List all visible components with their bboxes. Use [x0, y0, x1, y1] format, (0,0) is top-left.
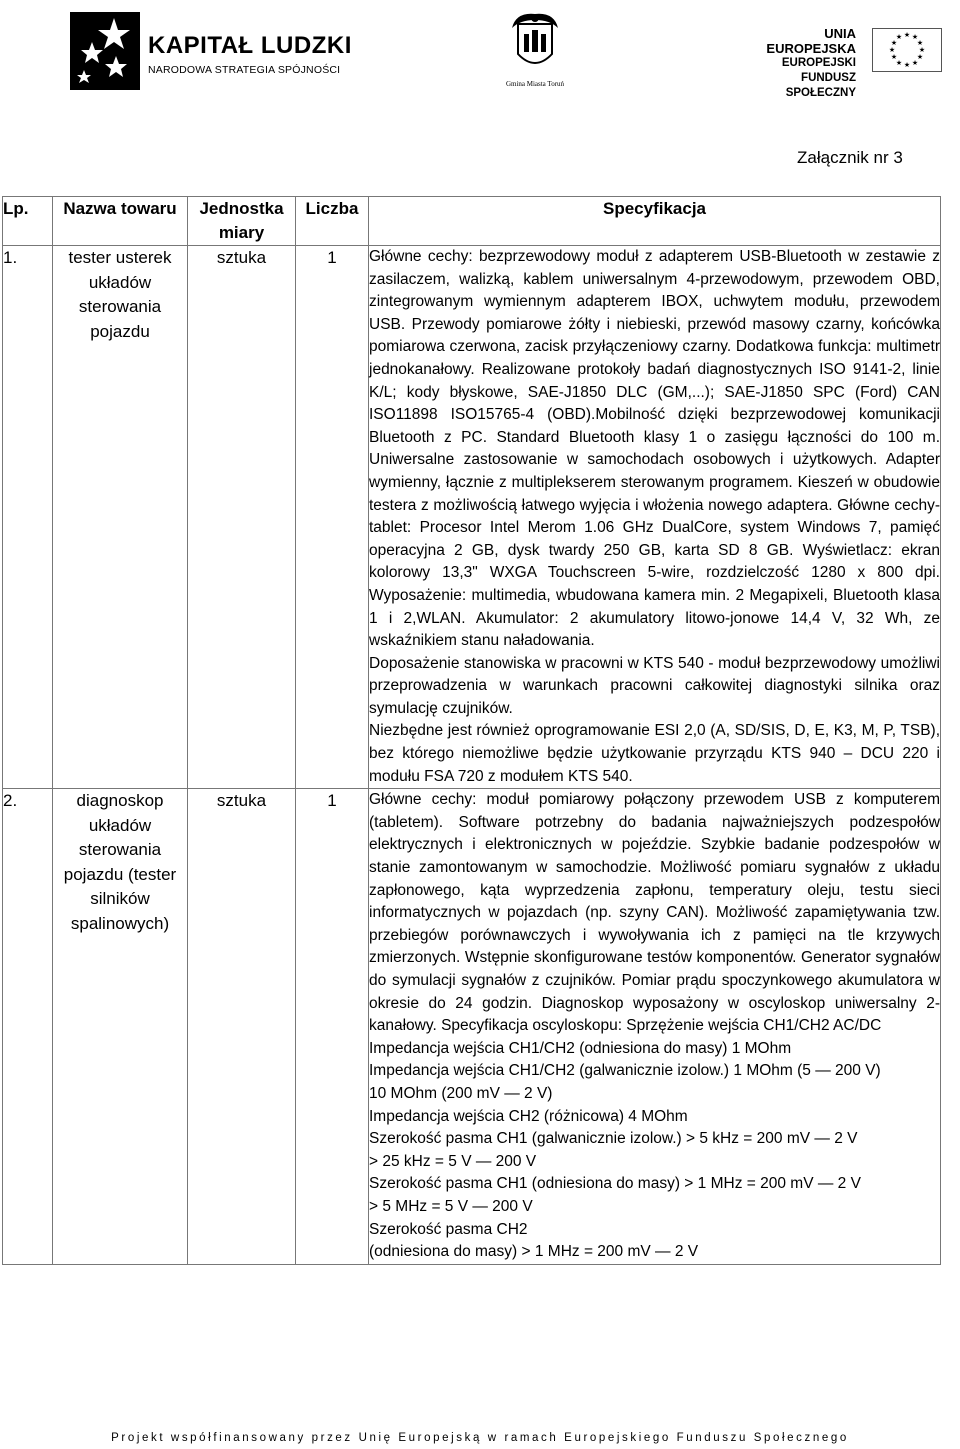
svg-text:★: ★ [895, 59, 903, 67]
svg-text:★: ★ [911, 33, 919, 41]
header-qty: Liczba [296, 197, 369, 246]
annex-label: Załącznik nr 3 [797, 148, 903, 167]
header-name: Nazwa towaru [53, 197, 188, 246]
svg-text:★: ★ [888, 46, 896, 54]
torun-coat-of-arms [506, 10, 564, 92]
eu-line-2: EUROPEJSKI [781, 57, 856, 69]
spec-paragraph: Impedancja wejścia CH1/CH2 (galwanicznie izolow.) 1 MOhm (5 — 200 V) [369, 1062, 881, 1080]
spec-paragraph: Szerokość pasma CH2 [369, 1220, 528, 1238]
row-lp: 2. [3, 789, 53, 1264]
kapital-ludzki-logo [70, 12, 370, 92]
spec-paragraph: Szerokość pasma CH1 (odniesiona do masy) > 1 MHz = 200 mV — 2 V [369, 1175, 861, 1193]
svg-text:★: ★ [890, 53, 898, 61]
header-unit: Jednostka miary [188, 197, 296, 246]
eu-line-3: FUNDUSZ SPOŁECZNY [785, 72, 856, 99]
svg-text:★: ★ [911, 59, 919, 67]
row-qty: 1 [296, 789, 369, 1264]
svg-text:★: ★ [903, 31, 911, 39]
row-unit: sztuka [188, 246, 296, 789]
kapital-ludzki-subtitle: NARODOWA STRATEGIA SPÓJNOŚCI [148, 64, 341, 76]
spec-paragraph: Główne cechy: bezprzewodowy moduł z adapterem USB-Bluetooth w zestawie z zasilaczem, walizką, kablem uniwersalnym 4-przewodowym, przewodem OBD, zintegrowanym wymiennym adapterem IBOX, uchwytem modułu, przewodem USB. Przewody pomiarowe żółty i niebieski, przewód masowy czarny, końcówka pomiarowa czerwona, zacisk przyłączeniowy czarny. Dodatkowa funkcja: multimetr jednokanałowy. Realizowane protokoły badań diagnostycznych ISO 9141-2, linie K/L; kody błyskowe, SAE-J1850 DLC (GM,...); SAE-J1850 SPC (Ford) CAN ISO11898 ISO15765-4 (OBD).Mobilność dzięki bezprzewodowej komunikacji Bluetooth z PC. Standard Bluetooth klasy 1 o zasięgu łączności do 100 m. Uniwersalne zastosowanie w samochodach osobowych i użytkowych. Adapter wymienny, łącznie z multiplekserem sterowanym programem. Kieszeń w obudowie testera z możliwością łatwego wyjęcia i włożenia nowego adaptera. Główne cechy- tablet: Procesor Intel Merom 1.06 GHz DualCore, system Windows 7, pamięć operacyjna 2 GB, dysk twardy 250 GB, karta SD 8 GB. Wyświetlacz: ekran kolorowy 13,3" WXGA Touchscreen 5-wire, rozdzielczość 1280 x 800 dpi. Wyposażenie: multimedia, wbudowana kamera min. 2 Megapixeli, Bluetooth klasa 1 i 2,WLAN. Akumulator: 2 akumulatory litowo-jonowe 14,4 V, 32 Wh, ze wskaźnikiem stanu naładowania. [369, 248, 940, 650]
kapital-ludzki-title: KAPITAŁ LUDZKI [148, 32, 352, 59]
footer-cofinancing-note: Projekt współfinansowany przez Unię Europejską w ramach Europejskiego Funduszu Społecznego [111, 1432, 849, 1444]
row-spec [369, 246, 941, 789]
table-row [3, 246, 941, 789]
eu-efs-logo [742, 26, 942, 99]
table-header-row [3, 197, 941, 246]
header-lp: Lp. [3, 197, 53, 246]
row-lp: 1. [3, 246, 53, 789]
svg-text:★: ★ [918, 46, 926, 54]
svg-text:★: ★ [916, 53, 924, 61]
torun-crest-icon [506, 10, 564, 78]
row-unit: sztuka [188, 789, 296, 1264]
row-name: tester usterek układów sterowania pojazdu [53, 246, 188, 789]
eu-line-1: UNIA EUROPEJSKA [766, 26, 856, 56]
spec-paragraph: Niezbędne jest również oprogramowanie ESI 2,0 (A, SD/SIS, D, E, K3, M, P, TSB), bez którego niemożliwe będzie użytkowanie przyrządu KTS 940 – DCU 220 i modułu FSA 720 z modułem KTS 540. [369, 722, 940, 785]
spec-paragraph: Impedancja wejścia CH1/CH2 (odniesiona do masy) 1 MOhm [369, 1039, 792, 1057]
svg-text:★: ★ [903, 61, 911, 69]
svg-text:★: ★ [890, 39, 898, 47]
spec-paragraph: > 25 kHz = 5 V — 200 V [369, 1152, 537, 1170]
svg-text:★: ★ [895, 33, 903, 41]
spec-paragraph: (odniesiona do masy) > 1 MHz = 200 mV — 2 V [369, 1243, 699, 1261]
header-spec: Specyfikacja [369, 197, 941, 246]
row-spec [369, 789, 941, 1264]
spec-paragraph: Impedancja wejścia CH2 (różnicowa) 4 MOhm [369, 1107, 688, 1125]
table-row [3, 789, 941, 1264]
spec-paragraph: > 5 MHz = 5 V — 200 V [369, 1197, 533, 1215]
kapital-ludzki-star-icon [70, 12, 140, 90]
torun-caption: Gmina Miasta Toruń [505, 80, 565, 88]
specification-table [2, 196, 941, 1265]
svg-text:★: ★ [916, 39, 924, 47]
row-name: diagnoskop układów sterowania pojazdu (tester silników spalinowych) [53, 789, 188, 1264]
spec-paragraph: Doposażenie stanowiska w pracowni w KTS 540 - moduł bezprzewodowy umożliwi przeprowadzenia w warunkach pracowni całkowitej diagnostyki silnika oraz symulację czujników. [369, 654, 940, 717]
spec-paragraph: Główne cechy: moduł pomiarowy połączony przewodem USB z komputerem (tabletem). Software potrzebny do badania najważniejszych podzespołów elektrycznych i elektronicznych w pojeździe. Szybkie badanie podzespołów w stanie zamontowanym w samochodzie. Możliwość pomiaru sygnałów z układu zapłonowego, kąta wyprzedzenia zapłonu, temperatury oleju, testu sieci informatycznych w pojazdach (np. szyny CAN). Możliwość zapamiętywania tzw. przebiegów porównawczych i wywoływania ich z pamięci na tle krzywych zmierzonych. Wstępnie skonfigurowane testów komponentów. Generator sygnałów do symulacji sygnałów z czujników. Pomiar prądu spoczynkowego akumulatora w okresie do 24 godzin. Diagnoskop wyposażony w oscyloskop uniwersalny 2-kanałowy. Specyfikacja oscyloskopu: Sprzężenie wejścia CH1/CH2 AC/DC [369, 791, 940, 1035]
spec-paragraph: Szerokość pasma CH1 (galwanicznie izolow.) > 5 kHz = 200 mV — 2 V [369, 1130, 858, 1148]
row-qty: 1 [296, 246, 369, 789]
eu-flag-icon [872, 28, 942, 72]
spec-paragraph: 10 MOhm (200 mV — 2 V) [369, 1084, 553, 1102]
